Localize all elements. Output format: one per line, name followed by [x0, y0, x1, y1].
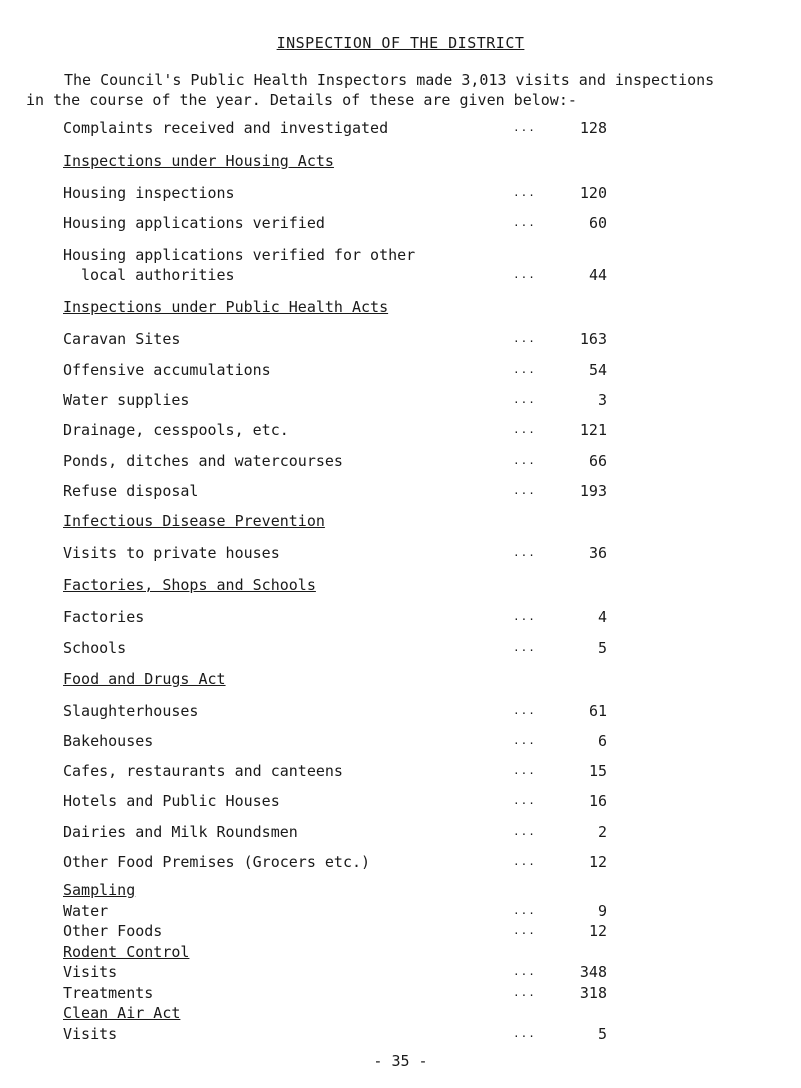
section-heading-sampling: Sampling: [63, 881, 136, 899]
section-heading-public-health: Inspections under Public Health Acts: [63, 298, 389, 316]
leader-dots: ...: [513, 363, 536, 376]
row-value: 12: [588, 922, 607, 940]
leader-dots: ...: [513, 825, 536, 838]
row-label: Other Foods: [63, 922, 163, 940]
leader-dots: ...: [513, 454, 536, 467]
row-label: Ponds, ditches and watercourses: [63, 452, 343, 470]
table-row: [63, 983, 663, 1003]
row-label: Caravan Sites: [63, 330, 181, 348]
row-label: Hotels and Public Houses: [63, 792, 280, 810]
row-label: Slaughterhouses: [63, 702, 199, 720]
table-row: [63, 701, 663, 721]
row-label: Bakehouses: [63, 732, 154, 750]
leader-dots: ...: [513, 855, 536, 868]
row-value: 66: [588, 452, 607, 470]
leader-dots: ...: [513, 484, 536, 497]
row-value: 36: [588, 544, 607, 562]
table-row: [63, 962, 663, 982]
row-value: 61: [588, 702, 607, 720]
row-value: 12: [588, 853, 607, 871]
leader-dots: ...: [513, 965, 536, 978]
leader-dots: ...: [513, 904, 536, 917]
housing-other-authorities-row: [63, 265, 663, 285]
row-label: Other Food Premises (Grocers etc.): [63, 853, 371, 871]
row-value: 3: [597, 391, 607, 409]
leader-dots: ...: [513, 216, 536, 229]
leader-dots: ...: [513, 924, 536, 937]
row-label: Cafes, restaurants and canteens: [63, 762, 343, 780]
row-value: 15: [588, 762, 607, 780]
row-value: 16: [588, 792, 607, 810]
row-value: 4: [597, 608, 607, 626]
row-label: Drainage, cesspools, etc.: [63, 421, 289, 439]
row-value: 2: [597, 823, 607, 841]
row-value: 193: [579, 482, 607, 500]
intro-paragraph: [26, 70, 796, 110]
row-label: Visits: [63, 963, 118, 981]
row-label-line-1: Housing applications verified for other: [63, 246, 416, 264]
page-title: INSPECTION OF THE DISTRICT: [276, 34, 525, 52]
row-value: 6: [597, 732, 607, 750]
table-row: [63, 822, 663, 842]
row-label: Complaints received and investigated: [63, 119, 389, 137]
table-row: [63, 329, 663, 349]
table-row: [63, 791, 663, 811]
table-row: [63, 638, 663, 658]
leader-dots: ...: [513, 186, 536, 199]
row-label: Dairies and Milk Roundsmen: [63, 823, 298, 841]
leader-dots: ...: [513, 546, 536, 559]
row-value: 128: [579, 119, 607, 137]
table-row: [63, 1024, 663, 1044]
row-value: 54: [588, 361, 607, 379]
table-row: [63, 420, 663, 440]
section-heading-infectious-disease: Infectious Disease Prevention: [63, 512, 325, 530]
row-value: 5: [597, 1025, 607, 1043]
table-row: [63, 921, 663, 941]
table-row: [63, 360, 663, 380]
row-label-line-2: local authorities: [81, 266, 235, 284]
row-label: Treatments: [63, 984, 154, 1002]
leader-dots: ...: [513, 704, 536, 717]
table-row: [63, 852, 663, 872]
table-row: [63, 390, 663, 410]
table-row: [63, 481, 663, 501]
intro-line-1: The Council's Public Health Inspectors made 3,013 visits and inspections: [64, 71, 715, 89]
row-value: 318: [579, 984, 607, 1002]
section-heading-housing: Inspections under Housing Acts: [63, 152, 334, 170]
section-heading-factories: Factories, Shops and Schools: [63, 576, 316, 594]
row-label: Water supplies: [63, 391, 190, 409]
leader-dots: ...: [513, 1027, 536, 1040]
intro-line-2: in the course of the year. Details of these are given below:-: [26, 91, 577, 109]
row-label: Water: [63, 902, 109, 920]
section-heading-food-and-drugs: Food and Drugs Act: [63, 670, 226, 688]
row-label: Schools: [63, 639, 127, 657]
leader-dots: ...: [513, 268, 536, 281]
leader-dots: ...: [513, 986, 536, 999]
row-value: 121: [579, 421, 607, 439]
leader-dots: ...: [513, 423, 536, 436]
row-label: Factories: [63, 608, 145, 626]
row-value: 120: [579, 184, 607, 202]
table-row: [63, 451, 663, 471]
leader-dots: ...: [513, 332, 536, 345]
leader-dots: ...: [513, 393, 536, 406]
row-value: 9: [597, 902, 607, 920]
table-row: [63, 543, 663, 563]
row-label: Visits: [63, 1025, 118, 1043]
complaints-row: [63, 118, 663, 138]
row-value: 60: [588, 214, 607, 232]
row-value: 5: [597, 639, 607, 657]
section-heading-rodent-control: Rodent Control: [63, 943, 190, 961]
page-number: - 35 -: [373, 1052, 428, 1070]
leader-dots: ...: [513, 641, 536, 654]
table-row: [63, 607, 663, 627]
housing-applications-row: [63, 213, 663, 233]
leader-dots: ...: [513, 794, 536, 807]
leader-dots: ...: [513, 121, 536, 134]
section-heading-clean-air: Clean Air Act: [63, 1004, 181, 1022]
leader-dots: ...: [513, 610, 536, 623]
row-value: 348: [579, 963, 607, 981]
housing-inspections-row: [63, 183, 663, 203]
row-label: Visits to private houses: [63, 544, 280, 562]
table-row: [63, 731, 663, 751]
row-label: Housing applications verified: [63, 214, 325, 232]
row-label: Housing inspections: [63, 184, 235, 202]
row-label: Offensive accumulations: [63, 361, 271, 379]
leader-dots: ...: [513, 764, 536, 777]
table-row: [63, 901, 663, 921]
table-row: [63, 761, 663, 781]
row-label: Refuse disposal: [63, 482, 199, 500]
leader-dots: ...: [513, 734, 536, 747]
row-value: 163: [579, 330, 607, 348]
row-value: 44: [588, 266, 607, 284]
